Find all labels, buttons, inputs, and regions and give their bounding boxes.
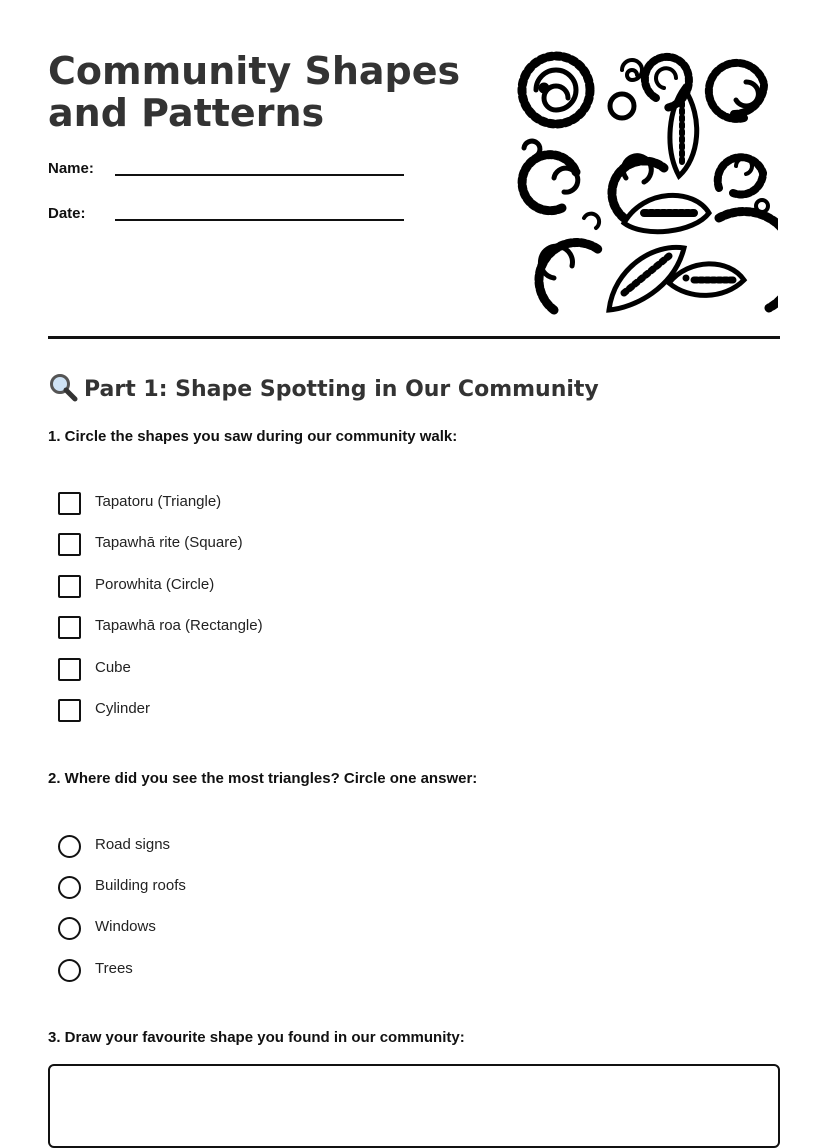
option-label: Building roofs xyxy=(95,877,186,894)
maori-koru-pattern-illustration xyxy=(514,48,778,316)
option-label: Cube xyxy=(95,659,131,676)
date-label: Date: xyxy=(48,205,86,222)
q1-option-cylinder[interactable] xyxy=(58,699,458,723)
option-label: Tapatoru (Triangle) xyxy=(95,493,222,510)
header-divider xyxy=(48,336,780,339)
q2-option-road-signs[interactable] xyxy=(58,835,458,859)
checkbox[interactable] xyxy=(58,533,81,556)
radio-button[interactable] xyxy=(58,876,81,899)
drawing-area[interactable] xyxy=(48,1064,780,1148)
q2-option-building-roofs[interactable] xyxy=(58,876,458,900)
option-label: Tapawhā rite (Square) xyxy=(95,534,243,551)
option-label: Windows xyxy=(95,918,156,935)
date-input-line[interactable] xyxy=(115,219,404,221)
checkbox[interactable] xyxy=(58,492,81,515)
q1-option-cube[interactable] xyxy=(58,658,458,682)
question-3-prompt: 3. Draw your favourite shape you found in our community: xyxy=(48,1029,465,1046)
option-label: Tapawhā roa (Rectangle) xyxy=(95,617,263,634)
question-1-prompt: 1. Circle the shapes you saw during our community walk: xyxy=(48,428,458,445)
name-input-line[interactable] xyxy=(115,174,404,176)
q2-option-windows[interactable] xyxy=(58,917,458,941)
q2-option-trees[interactable] xyxy=(58,959,458,983)
name-field xyxy=(48,160,408,190)
option-label: Cylinder xyxy=(95,700,151,717)
option-label: Road signs xyxy=(95,836,171,853)
checkbox[interactable] xyxy=(58,658,81,681)
checkbox[interactable] xyxy=(58,575,81,598)
option-label: Porowhita (Circle) xyxy=(95,576,215,593)
date-field xyxy=(48,205,408,235)
option-label: Trees xyxy=(95,960,133,977)
radio-button[interactable] xyxy=(58,959,81,982)
q1-option-triangle[interactable] xyxy=(58,492,458,516)
worksheet-page xyxy=(48,0,780,1118)
magnifying-glass-icon xyxy=(48,372,78,402)
q1-option-rectangle[interactable] xyxy=(58,616,458,640)
name-label: Name: xyxy=(48,160,94,177)
page-title: Community Shapes and Patterns xyxy=(48,49,461,135)
checkbox[interactable] xyxy=(58,699,81,722)
part1-heading xyxy=(48,372,599,402)
part1-heading-text: Part 1: Shape Spotting in Our Community xyxy=(84,377,599,402)
radio-button[interactable] xyxy=(58,835,81,858)
radio-button[interactable] xyxy=(58,917,81,940)
checkbox[interactable] xyxy=(58,616,81,639)
q1-option-square[interactable] xyxy=(58,533,458,557)
q1-option-circle[interactable] xyxy=(58,575,458,599)
question-2-prompt: 2. Where did you see the most triangles? Circle one answer: xyxy=(48,770,478,787)
